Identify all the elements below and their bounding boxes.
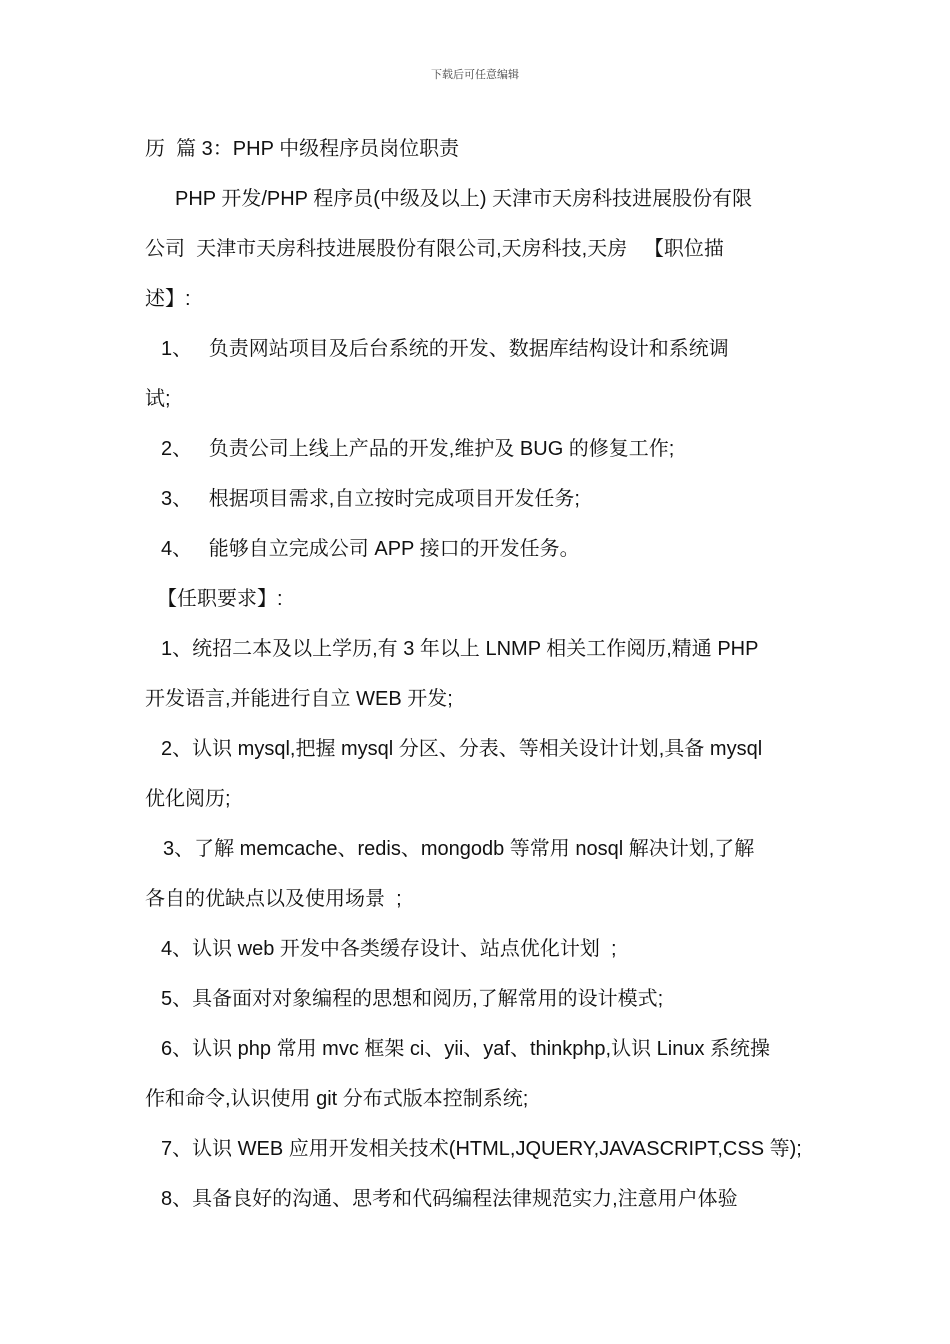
paragraph-line: 述】:: [145, 288, 191, 310]
list-item: 3、 根据项目需求,自立按时完成项目开发任务;: [161, 488, 580, 510]
list-item: 7、认识 WEB 应用开发相关技术(HTML,JQUERY,JAVASCRIPT,CSS 等);: [161, 1138, 802, 1160]
list-item-continuation: 各自的优缺点以及使用场景 ;: [145, 888, 402, 910]
list-item: 1、 负责网站项目及后台系统的开发、数据库结构设计和系统调: [161, 338, 729, 360]
list-item-continuation: 试;: [145, 388, 171, 410]
paragraph-line: 公司 天津市天房科技进展股份有限公司,天房科技,天房 【职位描: [145, 238, 724, 260]
subsection-heading: 【任职要求】:: [157, 588, 283, 610]
list-item: 2、认识 mysql,把握 mysql 分区、分表、等相关设计计划,具备 mysql: [161, 738, 763, 760]
list-item: 2、 负责公司上线上产品的开发,维护及 BUG 的修复工作;: [161, 438, 675, 460]
list-item: 5、具备面对对象编程的思想和阅历,了解常用的设计模式;: [161, 988, 664, 1010]
section-heading: 历 篇 3：PHP 中级程序员岗位职责: [145, 138, 460, 160]
document-body: [145, 124, 811, 1224]
list-item-continuation: 优化阅历;: [145, 788, 231, 810]
list-item: 3、了解 memcache、redis、mongodb 等常用 nosql 解决计划,了解: [163, 838, 755, 860]
paragraph-line: PHP 开发/PHP 程序员(中级及以上) 天津市天房科技进展股份有限: [175, 188, 753, 210]
page-header: 下载后可任意编辑: [431, 68, 519, 81]
list-item-continuation: 作和命令,认识使用 git 分布式版本控制系统;: [145, 1088, 529, 1110]
list-item: 8、具备良好的沟通、思考和代码编程法律规范实力,注意用户体验: [161, 1188, 738, 1210]
list-item: 4、认识 web 开发中各类缓存设计、站点优化计划 ;: [161, 938, 617, 960]
list-item: 4、 能够自立完成公司 APP 接口的开发任务。: [161, 538, 580, 560]
list-item: 6、认识 php 常用 mvc 框架 ci、yii、yaf、thinkphp,认识 Linux 系统操: [161, 1038, 771, 1060]
list-item-continuation: 开发语言,并能进行自立 WEB 开发;: [145, 688, 453, 710]
list-item: 1、统招二本及以上学历,有 3 年以上 LNMP 相关工作阅历,精通 PHP: [161, 638, 759, 660]
